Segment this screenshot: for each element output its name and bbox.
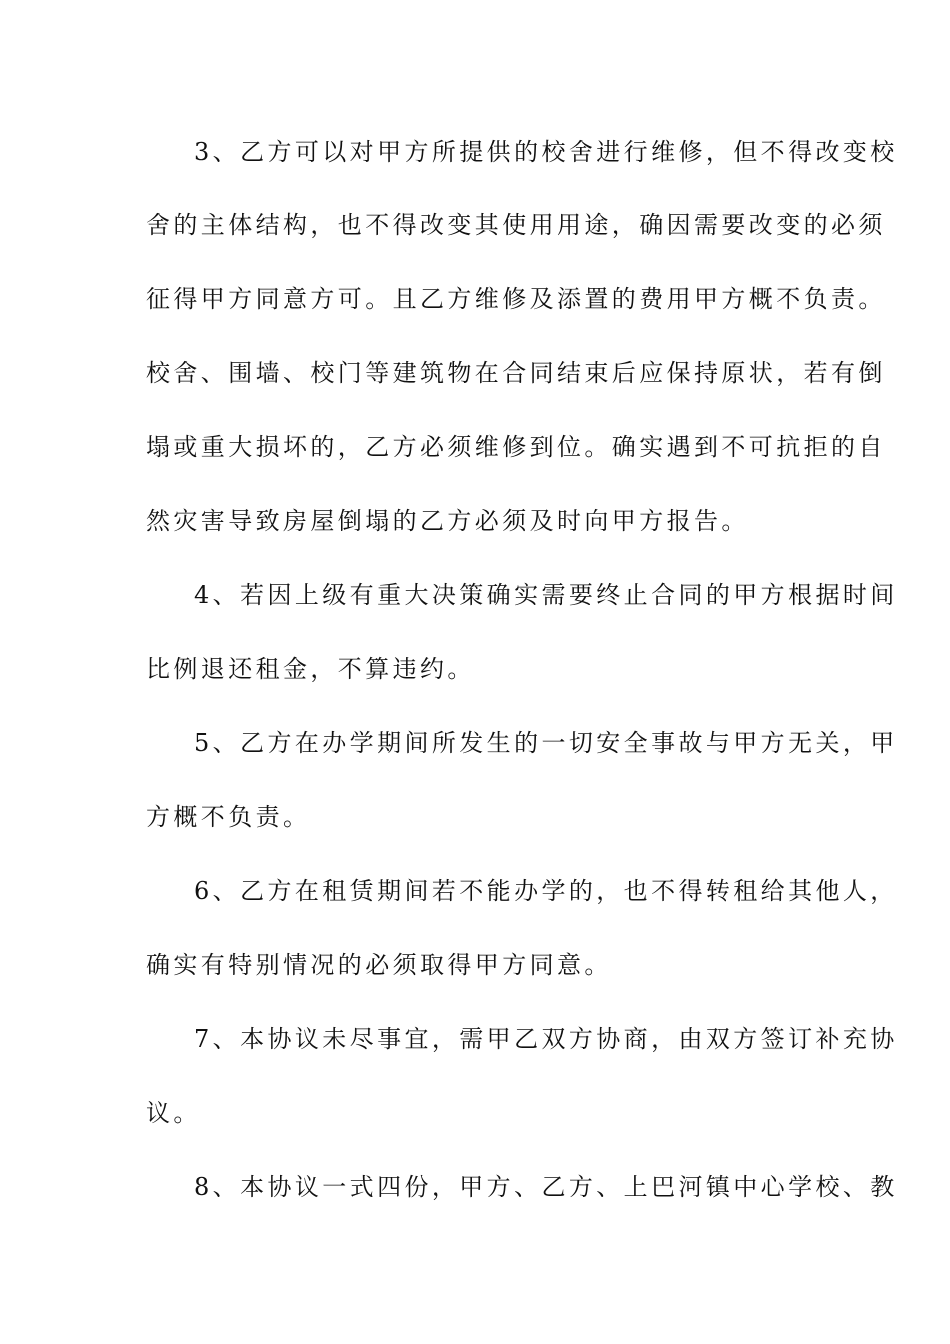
clause-3-line-1: 3、乙方可以对甲方所提供的校舍进行维修，但不得改变校: [194, 138, 898, 166]
clause-3-line-5: 塌或重大损坏的，乙方必须维修到位。确实遇到不可抗拒的自: [146, 433, 886, 461]
clause-4-line-2: 比例退还租金，不算违约。: [146, 655, 475, 683]
clause-3-line-2: 舍的主体结构，也不得改变其使用用途，确因需要改变的必须: [146, 211, 886, 239]
clause-5-line-1: 5、乙方在办学期间所发生的一切安全事故与甲方无关，甲: [194, 729, 898, 757]
clause-3-line-6: 然灾害导致房屋倒塌的乙方必须及时向甲方报告。: [146, 507, 749, 535]
clause-6-line-2: 确实有特别情况的必须取得甲方同意。: [146, 951, 612, 979]
clause-7-line-1: 7、本协议未尽事宜，需甲乙双方协商，由双方签订补充协: [194, 1025, 898, 1053]
clause-6-line-1: 6、乙方在租赁期间若不能办学的，也不得转租给其他人，: [194, 877, 898, 905]
clause-7-line-2: 议。: [146, 1099, 201, 1127]
clause-3-line-3: 征得甲方同意方可。且乙方维修及添置的费用甲方概不负责。: [146, 285, 886, 313]
clause-4-line-1: 4、若因上级有重大决策确实需要终止合同的甲方根据时间: [194, 581, 898, 609]
clause-5-line-2: 方概不负责。: [146, 803, 311, 831]
clause-3-line-4: 校舍、围墙、校门等建筑物在合同结束后应保持原状，若有倒: [146, 359, 886, 387]
clause-8-line-1: 8、本协议一式四份，甲方、乙方、上巴河镇中心学校、教: [194, 1173, 898, 1201]
